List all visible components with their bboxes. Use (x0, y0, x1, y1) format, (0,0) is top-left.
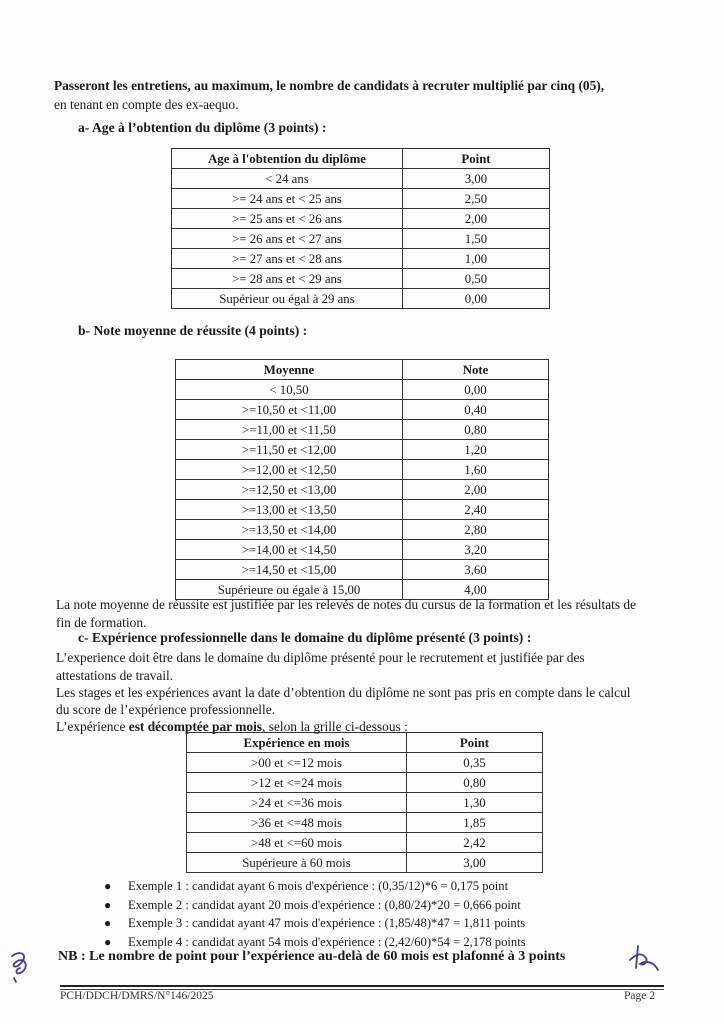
experience-range-cell: >48 et <=60 mois (187, 833, 407, 853)
table-header-row (187, 733, 543, 753)
column-header: Note (403, 360, 549, 380)
table-row (176, 560, 549, 580)
list-item (104, 914, 526, 933)
experience-range-cell: Supérieure à 60 mois (187, 853, 407, 873)
example-text: Exemple 3 : candidat ayant 47 mois d'expérience : (1,85/48)*47 = 1,811 points (128, 916, 526, 931)
table-row (176, 420, 549, 440)
experience-p3-before: L’expérience (56, 719, 129, 734)
age-range-cell: >= 26 ans et < 27 ans (172, 229, 403, 249)
handwritten-initials-left (6, 948, 36, 988)
note-cell: 4,00 (403, 580, 549, 600)
experience-paragraph-2-line-1: Les stages et les expériences avant la date d’obtention du diplôme ne sont pas pris en compte dans le calcul (56, 685, 631, 700)
experience-paragraph-1-line-2: attestations de travail. (56, 668, 174, 683)
list-item (104, 896, 526, 915)
intro-line-2: en tenant en compte des ex-aequo. (54, 97, 239, 112)
note-cell: 2,40 (403, 500, 549, 520)
average-range-cell: >=14,00 et <14,50 (176, 540, 403, 560)
table-row (176, 460, 549, 480)
table-row (187, 833, 543, 853)
nb-note: NB : Le nombre de point pour l’expérience au-delà de 60 mois est plafonné à 3 points (58, 949, 566, 964)
average-range-cell: >=14,50 et <15,00 (176, 560, 403, 580)
document-reference: PCH/DDCH/DMRS/N°146/2025 (60, 990, 214, 1002)
table-row (172, 189, 550, 209)
column-header: Point (407, 733, 543, 753)
average-range-cell: >=13,00 et <13,50 (176, 500, 403, 520)
table-row (172, 269, 550, 289)
example-text: Exemple 1 : candidat ayant 6 mois d'expérience : (0,35/12)*6 = 0,175 point (128, 879, 509, 893)
table-row (172, 169, 550, 189)
note-cell: 2,80 (403, 520, 549, 540)
table-row (176, 440, 549, 460)
bullet-icon: ● (104, 934, 112, 949)
experience-p3-after: , selon la grille ci-dessous : (262, 719, 408, 734)
table-row (172, 229, 550, 249)
footer-rule-thick (60, 985, 664, 987)
table-row (176, 400, 549, 420)
table-row (172, 249, 550, 269)
handwritten-initials-right (626, 944, 662, 976)
point-cell: 3,00 (407, 853, 543, 873)
table-row (176, 480, 549, 500)
note-cell: 0,40 (403, 400, 549, 420)
average-note-line-1: La note moyenne de réussite est justifiée par les relevés de notes du cursus de la formation et les résultats de (56, 597, 637, 612)
page-number: Page 2 (624, 990, 655, 1002)
experience-table (186, 732, 543, 873)
experience-paragraph-1-line-1: L’experience doit être dans le domaine du diplôme présenté pour le recrutement et justifiée par des (56, 650, 585, 665)
table-row (176, 540, 549, 560)
point-cell: 0,00 (403, 289, 550, 309)
point-cell: 1,50 (403, 229, 550, 249)
column-header: Expérience en mois (187, 733, 407, 753)
table-header-row (176, 360, 549, 380)
average-range-cell: >=10,50 et <11,00 (176, 400, 403, 420)
point-cell: 1,85 (407, 813, 543, 833)
table-row (176, 380, 549, 400)
average-range-cell: >=12,00 et <12,50 (176, 460, 403, 480)
average-range-cell: >=11,00 et <11,50 (176, 420, 403, 440)
average-table (175, 359, 549, 600)
point-cell: 2,50 (403, 189, 550, 209)
table-row (187, 813, 543, 833)
section-b-title: b- Note moyenne de réussite (4 points) : (78, 323, 308, 338)
section-a-title: a- Age à l’obtention du diplôme (3 points) : (78, 120, 327, 135)
point-cell: 2,00 (403, 209, 550, 229)
note-cell: 2,00 (403, 480, 549, 500)
column-header: Point (403, 149, 550, 169)
average-range-cell: < 10,50 (176, 380, 403, 400)
point-cell: 0,80 (407, 773, 543, 793)
average-range-cell: >=11,50 et <12,00 (176, 440, 403, 460)
note-cell: 3,60 (403, 560, 549, 580)
table-row (187, 793, 543, 813)
experience-p3-bold: est décomptée par mois (128, 719, 263, 734)
age-range-cell: >= 24 ans et < 25 ans (172, 189, 403, 209)
bullet-icon: ● (104, 916, 112, 931)
age-range-cell: >= 27 ans et < 28 ans (172, 249, 403, 269)
note-cell: 0,80 (403, 420, 549, 440)
example-text: Exemple 2 : candidat ayant 20 mois d'expérience : (0,80/24)*20 = 0,666 point (128, 897, 521, 912)
table-row (187, 853, 543, 873)
note-cell: 3,20 (403, 540, 549, 560)
point-cell: 0,50 (403, 269, 550, 289)
average-note-line-2: fin de formation. (56, 615, 147, 630)
experience-range-cell: >24 et <=36 mois (187, 793, 407, 813)
note-cell: 0,00 (403, 380, 549, 400)
average-range-cell: >=13,50 et <14,00 (176, 520, 403, 540)
average-range-cell: >=12,50 et <13,00 (176, 480, 403, 500)
section-c-title: c- Expérience professionnelle dans le domaine du diplôme présenté (3 points) : (78, 630, 532, 645)
point-cell: 0,35 (407, 753, 543, 773)
bullet-icon: ● (104, 897, 112, 912)
experience-paragraph-2-line-2: du score de l’expérience professionnelle. (56, 702, 275, 717)
experience-range-cell: >36 et <=48 mois (187, 813, 407, 833)
point-cell: 1,00 (403, 249, 550, 269)
column-header: Age à l'obtention du diplôme (172, 149, 403, 169)
table-row (172, 289, 550, 309)
bullet-icon: ● (104, 879, 112, 893)
age-range-cell: >= 28 ans et < 29 ans (172, 269, 403, 289)
age-range-cell: >= 25 ans et < 26 ans (172, 209, 403, 229)
note-cell: 1,60 (403, 460, 549, 480)
point-cell: 3,00 (403, 169, 550, 189)
age-table (171, 148, 550, 309)
table-header-row (172, 149, 550, 169)
note-cell: 1,20 (403, 440, 549, 460)
experience-range-cell: >00 et <=12 mois (187, 753, 407, 773)
table-row (176, 500, 549, 520)
column-header: Moyenne (176, 360, 403, 380)
table-row (187, 773, 543, 793)
age-range-cell: < 24 ans (172, 169, 403, 189)
table-row (176, 520, 549, 540)
table-row (187, 753, 543, 773)
experience-range-cell: >12 et <=24 mois (187, 773, 407, 793)
table-row (172, 209, 550, 229)
point-cell: 1,30 (407, 793, 543, 813)
list-item (104, 877, 526, 896)
examples-list (104, 877, 526, 951)
intro-line-1: Passeront les entretiens, au maximum, le nombre de candidats à recruter multiplié par cinq (05), (54, 78, 605, 93)
example-text: Exemple 4 : candidat ayant 54 mois d'expérience : (2,42/60)*54 = 2,178 points (128, 934, 526, 949)
average-range-cell: Supérieure ou égale à 15,00 (176, 580, 403, 600)
point-cell: 2,42 (407, 833, 543, 853)
age-range-cell: Supérieur ou égal à 29 ans (172, 289, 403, 309)
